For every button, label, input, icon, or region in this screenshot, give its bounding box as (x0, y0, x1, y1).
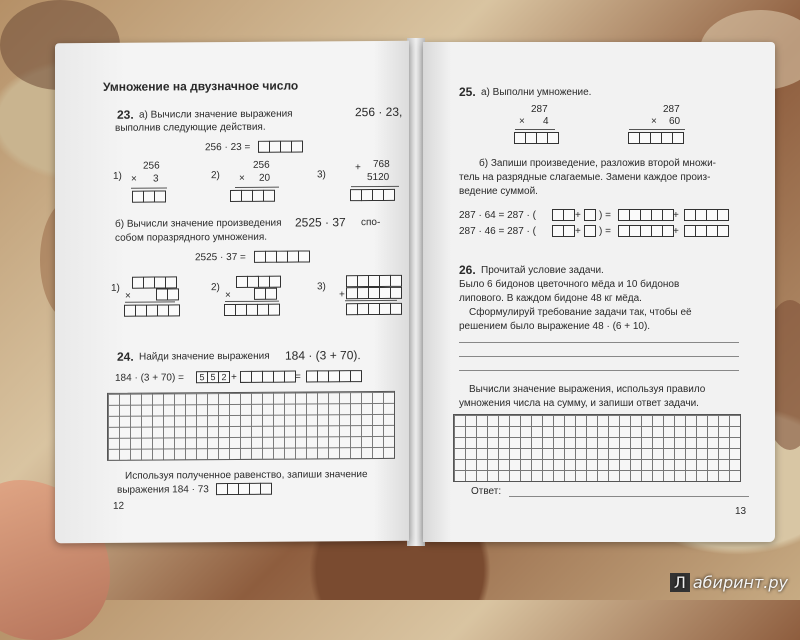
col2-top: 256 (253, 159, 270, 171)
task-23-number: 23. (117, 107, 134, 122)
answer-boxes-23b[interactable] (255, 250, 310, 262)
plus-sign: + (575, 226, 581, 237)
task-25-b-text-2: тель на разрядные слагаемые. Замени каждое произ- (459, 172, 711, 183)
col3-boxes[interactable] (351, 189, 395, 201)
times-sign: × (651, 116, 657, 127)
row1-expression: 287 · 64 = 287 · ( (459, 210, 536, 221)
task-23-b-equation: 2525 · 37 = (195, 251, 246, 264)
c2-top: 287 (663, 104, 680, 115)
times-sign: × (225, 290, 231, 302)
b-col3-label: 3) (317, 281, 326, 293)
b-col1-label: 1) (111, 282, 120, 294)
task-24-text: Найди значение выражения (139, 350, 270, 363)
col3-label: 3) (317, 169, 326, 181)
row2-boxes-a[interactable] (553, 225, 575, 237)
col2-boxes[interactable] (231, 190, 275, 202)
equals-sign: = (295, 371, 301, 383)
row2-expression: 287 · 46 = 287 · ( (459, 226, 536, 237)
c1-bottom: 4 (543, 116, 549, 127)
task-26-line-3: липового. В каждом бидоне 48 кг мёда. (459, 293, 642, 304)
write-line-3[interactable] (459, 370, 739, 371)
times-sign: × (519, 116, 525, 127)
page-number-left: 12 (113, 500, 125, 512)
b-col1-top-boxes[interactable] (133, 276, 177, 288)
task-23-b-expression: 2525 · 37 (295, 215, 346, 230)
col3-bottom: 5120 (367, 171, 390, 184)
plus-sign: + (575, 210, 581, 221)
answer-line[interactable] (509, 496, 749, 497)
page-number-right: 13 (735, 506, 747, 517)
task-23-b-text: б) Вычисли значение произведения (115, 217, 282, 230)
b-col3-line (345, 300, 397, 301)
task-25-number: 25. (459, 85, 476, 99)
plus-sign: + (673, 226, 679, 237)
task-23-a-text-2: выполнив следующие действия. (115, 121, 266, 134)
col1-boxes[interactable] (133, 190, 166, 202)
row1-boxes-c[interactable] (619, 209, 674, 221)
task-26-line-5: решением было выражение 48 · (6 + 10). (459, 321, 651, 332)
task-26-line-1: Прочитай условие задачи. (481, 265, 604, 276)
c2-line (629, 129, 685, 130)
task-23-expression: 256 · 23, (355, 104, 403, 120)
left-page (55, 41, 409, 543)
b-col1-line (125, 301, 175, 302)
write-line-1[interactable] (459, 342, 739, 343)
b-col1-result-boxes[interactable] (125, 304, 180, 316)
task-24-footer-1: Используя полученное равенство, запиши значение (125, 469, 368, 482)
times-sign: × (125, 290, 131, 302)
times-sign: × (131, 173, 137, 185)
c1-line (515, 129, 555, 130)
task-26-line-2: Было 6 бидонов цветочного мёда и 10 бидонов (459, 279, 680, 290)
plus-sign: + (673, 210, 679, 221)
task-25-b-text-3: ведение суммой. (459, 186, 538, 197)
col1-line (131, 187, 167, 188)
close-eq: ) = (599, 210, 611, 221)
task-24-number: 24. (117, 349, 134, 364)
col2-label: 2) (211, 170, 220, 182)
task-24-result-boxes[interactable] (307, 370, 362, 382)
plus-sign: + (339, 289, 345, 301)
row2-boxes-d[interactable] (685, 225, 729, 237)
task-25-a-text: а) Выполни умножение. (481, 87, 592, 98)
row1-boxes-b[interactable] (585, 209, 596, 221)
col3-line (351, 186, 399, 187)
task-24-grid[interactable] (107, 391, 395, 461)
digit-box[interactable]: 5 (207, 371, 219, 383)
task-24-expression: 184 · (3 + 70). (285, 348, 361, 363)
task-23-a-text: а) Вычисли значение выражения (139, 108, 293, 121)
col1-label: 1) (113, 170, 122, 182)
col3-top: 768 (373, 158, 390, 171)
task-24-boxes-2[interactable] (241, 371, 296, 383)
col2-bottom: 20 (259, 172, 271, 184)
b-col3-result-boxes[interactable] (347, 303, 402, 315)
c2-bottom: 60 (669, 116, 681, 127)
b-col2-top-boxes[interactable] (237, 276, 281, 288)
b-col3-mid-boxes[interactable] (347, 287, 402, 299)
task-26-number: 26. (459, 263, 476, 277)
b-col2-mid-boxes[interactable] (255, 288, 277, 300)
col1-top: 256 (143, 160, 160, 172)
answer-boxes-23a[interactable] (259, 141, 303, 153)
c1-result-boxes[interactable] (515, 132, 559, 144)
plus-sign: + (231, 371, 237, 384)
b-col2-result-boxes[interactable] (225, 304, 280, 316)
c1-top: 287 (531, 104, 548, 115)
task-24-filled-boxes[interactable] (197, 371, 230, 383)
answer-label: Ответ: (471, 486, 502, 497)
plus-sign: + (355, 162, 361, 174)
b-col1-mid-boxes[interactable] (157, 288, 179, 300)
task-26-grid[interactable] (453, 414, 741, 482)
digit-box[interactable]: 5 (196, 371, 208, 383)
task-23-b-text-2: собом поразрядного умножения. (115, 231, 268, 244)
b-col2-label: 2) (211, 282, 220, 294)
col1-bottom: 3 (153, 173, 159, 185)
workbook (55, 42, 775, 542)
col2-line (235, 187, 279, 188)
watermark (670, 573, 788, 592)
task-23-equation: 256 · 23 = (205, 141, 251, 154)
b-col2-line (225, 301, 279, 302)
close-eq: ) = (599, 226, 611, 237)
task-24-equation: 184 · (3 + 70) = (115, 372, 184, 384)
task-23-b-text-end: спо- (361, 216, 381, 229)
task-26-line-7: умножения числа на сумму, и запиши ответ задачи. (459, 398, 699, 409)
task-26-line-6: Вычисли значение выражения, используя правило (469, 384, 706, 395)
row1-boxes-d[interactable] (685, 209, 729, 221)
task-26-line-4: Сформулируй требование задачи так, чтобы её (469, 307, 692, 318)
b-col3-top-boxes[interactable] (347, 275, 402, 287)
times-sign: × (239, 172, 245, 184)
write-line-2[interactable] (459, 356, 739, 357)
row1-boxes-a[interactable] (553, 209, 575, 221)
task-25-b-text-1: б) Запиши произведение, разложив второй множи- (479, 158, 717, 169)
watermark-logo: Л (670, 573, 690, 592)
task-24-footer-2: выражения 184 · 73 (117, 484, 209, 496)
task-24-footer-boxes[interactable] (217, 483, 272, 495)
row2-boxes-b[interactable] (585, 225, 596, 237)
c2-result-boxes[interactable] (629, 132, 684, 144)
row2-boxes-c[interactable] (619, 225, 674, 237)
section-heading: Умножение на двузначное число (103, 78, 299, 94)
right-page (423, 42, 775, 542)
digit-box[interactable]: 2 (218, 371, 230, 383)
watermark-text: абиринт.ру (692, 573, 788, 592)
